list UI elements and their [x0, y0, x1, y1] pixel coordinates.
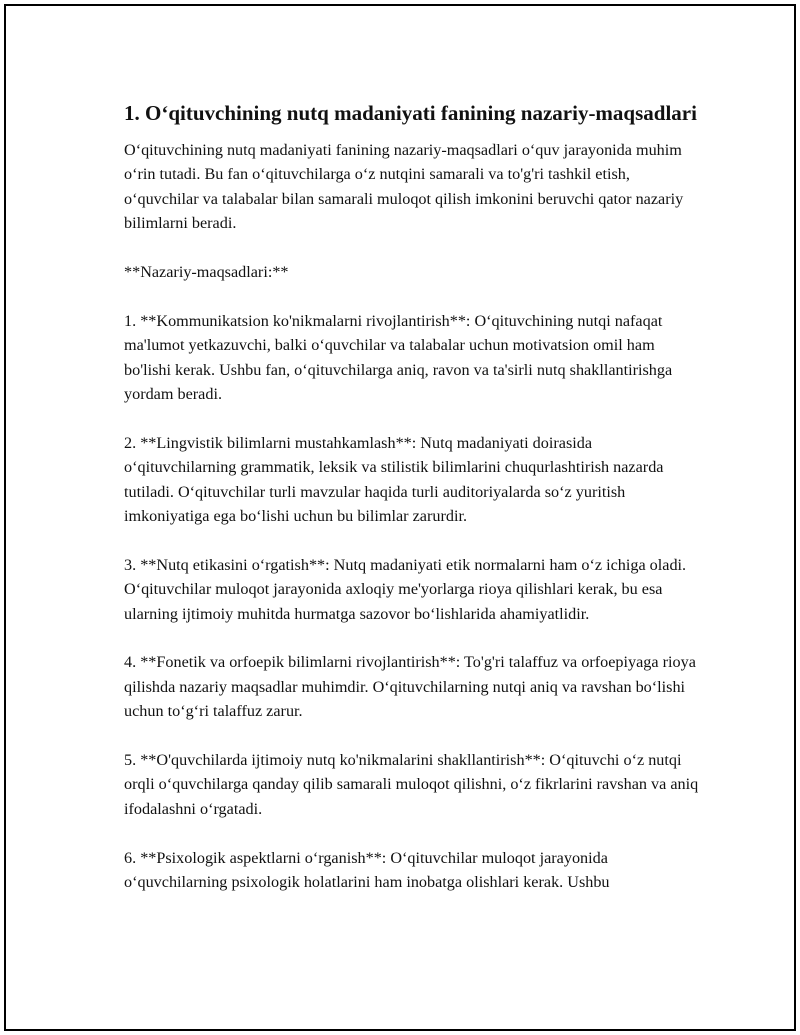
goal-item-5: 5. **O'quvchilarda ijtimoiy nutq ko'nikmalarini shakllantirish**: O‘qituvchi o‘z nutqi orqli o‘quvchilarga qanday qilib samarali muloqot qilishni, o‘z fikrlarini ravshan va aniq ifodalashni o‘rgatadi.	[124, 751, 699, 818]
goal-item-2: 2. **Lingvistik bilimlarni mustahkamlash**: Nutq madaniyati doirasida o‘qituvchilarning grammatik, leksik va stilistik bilimlarini chuqurlashtirish nazarda tutiladi. O‘qituvchilar turli mavzular haqida turli auditoriyalarda so‘z yuritish imkoniyatiga ega bo‘lishi uchun bu bilimlar zarurdir.	[124, 433, 664, 526]
goal-item-4: 4. **Fonetik va orfoepik bilimlarni rivojlantirish**: To'g'ri talaffuz va orfoepiyaga rioya qilishda nazariy maqsadlar muhimdir. O‘qituvchilarning nutqi aniq va ravshan bo‘lishi uchun to‘g‘ri talaffuz zarur.	[124, 653, 696, 721]
goals-subheading: **Nazariy-maqsadlari:**	[124, 263, 289, 282]
goal-item-3: 3. **Nutq etikasini o‘rgatish**: Nutq madaniyati etik normalarni ham o‘z ichiga oladi. O‘qituvchilar muloqot jarayonida axloqiy me'yorlarga rioya qilishlari kerak, bu esa ularning ijtimoiy muhitda hurmatga sazovor bo‘lishlarida ahamiyatlidir.	[124, 555, 687, 623]
goal-item-1: 1. **Kommunikatsion ko'nikmalarni rivojlantirish**: O‘qituvchining nutqi nafaqat ma'lumot yetkazuvchi, balki o‘quvchilar va talabalar uchun motivatsion omil ham bo'lishi kerak. Ushbu fan, o‘qituvchilarga aniq, ravon va ta'sirli nutq shakllantirishga yordam beradi.	[124, 311, 673, 404]
section-heading: 1. O‘qituvchining nutq madaniyati fanining nazariy-maqsadlari	[124, 101, 697, 125]
intro-paragraph: O‘qituvchining nutq madaniyati fanining nazariy-maqsadlari o‘quv jarayonida muhim o‘rin tutadi. Bu fan o‘qituvchilarga o‘z nutqini samarali va to'g'ri tashkil etish, o‘quvchilar va talabalar bilan samarali muloqot qilish imkonini beruvchi qator nazariy bilimlarni beradi.	[124, 141, 684, 233]
page-frame	[4, 4, 796, 1031]
goal-item-6: 6. **Psixologik aspektlarni o‘rganish**: O‘qituvchilar muloqot jarayonida o‘quvchilarning psixologik holatlarini ham inobatga olishlari kerak. Ushbu	[124, 848, 610, 892]
document-body	[124, 98, 704, 919]
